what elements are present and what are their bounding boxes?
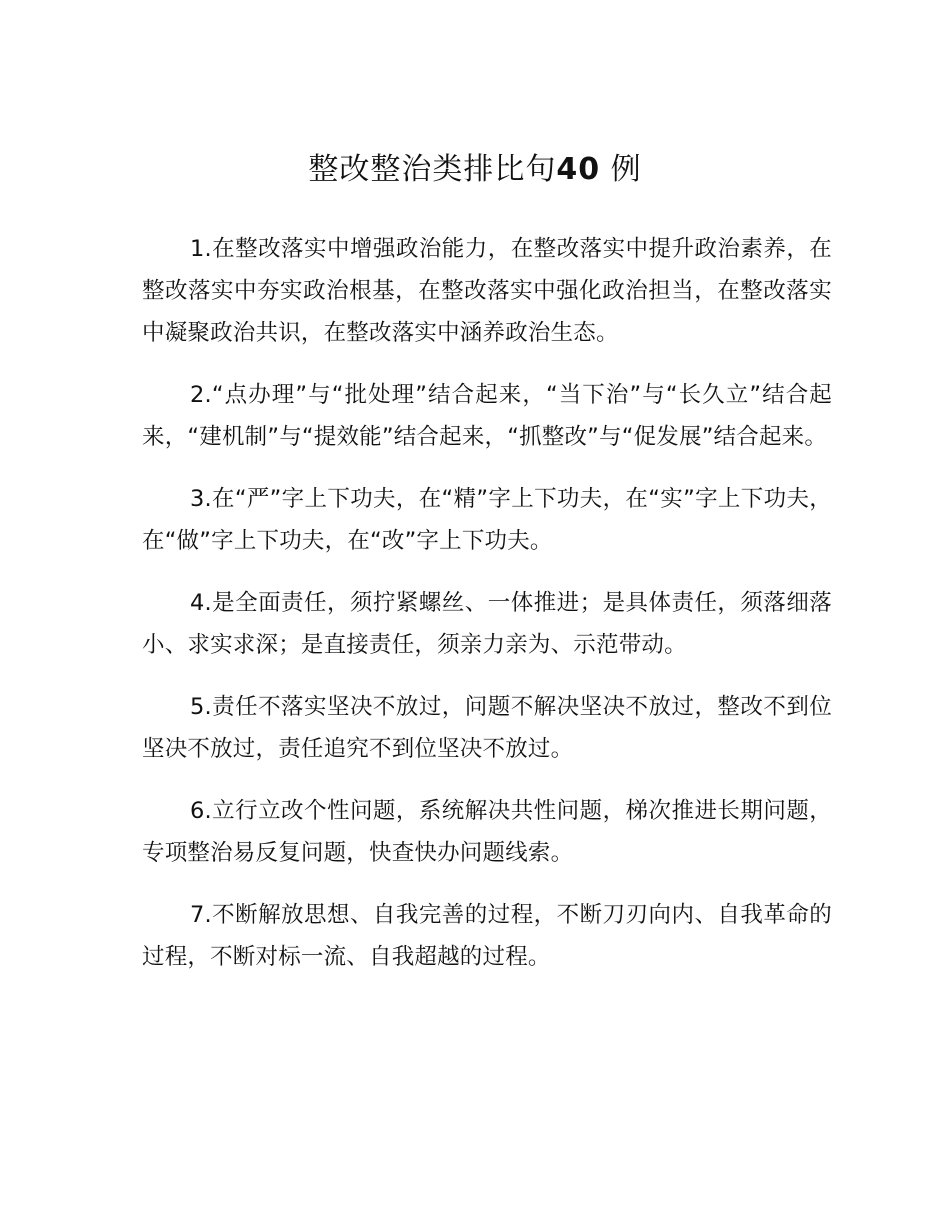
paragraph-7: 7.不断解放思想、自我完善的过程，不断刀刃向内、自我革命的过程，不断对标一流、自我超越的过程。: [142, 902, 832, 970]
document-body: [142, 228, 832, 998]
paragraph-5: 5.责任不落实坚决不放过，问题不解决坚决不放过，整改不到位坚决不放过，责任追究不到位坚决不放过。: [142, 694, 832, 762]
title-text: 整改整治类排比句: [308, 152, 557, 187]
title-number: 40: [556, 152, 601, 187]
paragraph-6: 6.立行立改个性问题，系统解决共性问题，梯次推进长期问题，专项整治易反复问题，快查快办问题线索。: [142, 798, 832, 866]
paragraph-3: 3.在“严”字上下功夫，在“精”字上下功夫，在“实”字上下功夫，在“做”字上下功夫，在“改”字上下功夫。: [142, 486, 832, 554]
page-title: [0, 148, 950, 192]
paragraph-4: 4.是全面责任，须拧紧螺丝、一体推进；是具体责任，须落细落小、求实求深；是直接责任，须亲力亲为、示范带动。: [142, 590, 832, 658]
title-suffix: 例: [610, 152, 642, 187]
paragraph-2: 2.“点办理”与“批处理”结合起来，“当下治”与“长久立”结合起来，“建机制”与“提效能”结合起来，“抓整改”与“促发展”结合起来。: [142, 382, 832, 450]
paragraph-1: 1.在整改落实中增强政治能力，在整改落实中提升政治素养，在整改落实中夯实政治根基，在整改落实中强化政治担当，在整改落实中凝聚政治共识，在整改落实中涵养政治生态。: [142, 236, 832, 346]
